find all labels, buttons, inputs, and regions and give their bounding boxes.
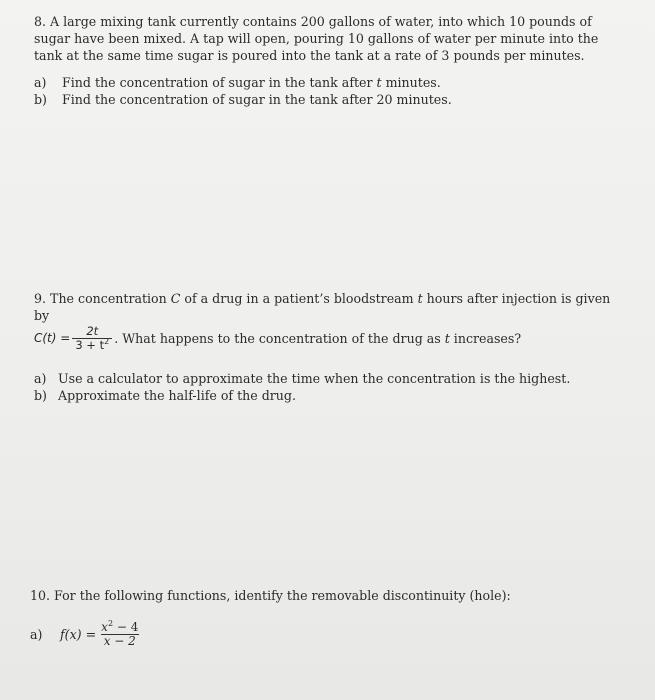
problem-9-parts	[34, 370, 626, 404]
part-text	[62, 74, 441, 91]
problem-8-part-a	[34, 74, 626, 91]
part-text: Use a calculator to approximate the time when the concentration is the highest.	[58, 371, 571, 386]
part-label: b)	[34, 92, 47, 107]
variable-C: C	[170, 291, 181, 306]
problem-8-statement	[34, 13, 626, 64]
problem-10-statement	[30, 587, 622, 604]
statement-text: of a drug in a patient’s bloodstream	[180, 291, 418, 306]
problem-9-part-b	[34, 387, 626, 404]
fraction-numerator	[98, 621, 141, 634]
numerator-tail: − 4	[113, 620, 139, 634]
fraction-denominator: x − 2	[101, 634, 139, 648]
part-label: a)	[34, 75, 47, 90]
concentration-fraction	[72, 325, 112, 352]
problem-9	[34, 290, 626, 404]
function-fraction	[98, 621, 141, 648]
part-text-post: minutes.	[381, 75, 441, 90]
variable-t: t	[444, 331, 450, 346]
problem-10-part-a	[30, 621, 622, 648]
problem-9-number: 9.	[34, 291, 47, 306]
part-label: a)	[30, 627, 43, 642]
statement-text: The concentration	[50, 291, 171, 306]
function-lhs: f(x) =	[60, 627, 97, 642]
variable-t: t	[417, 291, 423, 306]
problem-8-part-b	[34, 91, 626, 108]
problem-10-text: For the following functions, identify the removable discontinuity (hole):	[54, 588, 511, 603]
numerator-exponent: 2	[107, 619, 114, 628]
numerator-base: x	[101, 620, 108, 634]
statement-text-end: increases?	[449, 331, 522, 346]
variable-t: t	[376, 75, 382, 90]
part-label: a)	[34, 371, 47, 386]
denominator-base: 3 + t	[75, 338, 105, 352]
part-text: Approximate the half-life of the drug.	[58, 388, 296, 403]
statement-text: hours after injection is given by	[34, 291, 611, 323]
problem-8-text: A large mixing tank currently contains 200 gallons of water, into which 10 pounds of sugar have been mixed. A tap will open, pouring 10 gallons of water per minute into the tank at the same time sugar is poured into the tank at a rate of 3 pounds per minutes.	[34, 14, 599, 63]
problem-9-statement-line1	[34, 290, 626, 324]
problem-8	[34, 13, 626, 108]
problem-8-number: 8.	[34, 14, 47, 29]
fraction-numerator: 2t	[86, 324, 99, 338]
problem-9-part-a	[34, 370, 626, 387]
denominator-exponent: 2	[104, 337, 110, 347]
part-text: Find the concentration of sugar in the tank after 20 minutes.	[62, 92, 452, 107]
problem-8-parts	[34, 74, 626, 108]
part-text-pre: Find the concentration of sugar in the tank after	[62, 75, 377, 90]
function-lhs: C(t) =	[34, 331, 71, 345]
problem-9-statement-line2	[34, 325, 626, 352]
fraction-denominator	[72, 338, 112, 352]
problem-10-number: 10.	[30, 588, 51, 603]
part-label: b)	[34, 388, 47, 403]
statement-text-pre: . What happens to the concentration of the drug as	[114, 331, 445, 346]
statement-text	[114, 330, 521, 347]
problem-10	[30, 587, 622, 648]
